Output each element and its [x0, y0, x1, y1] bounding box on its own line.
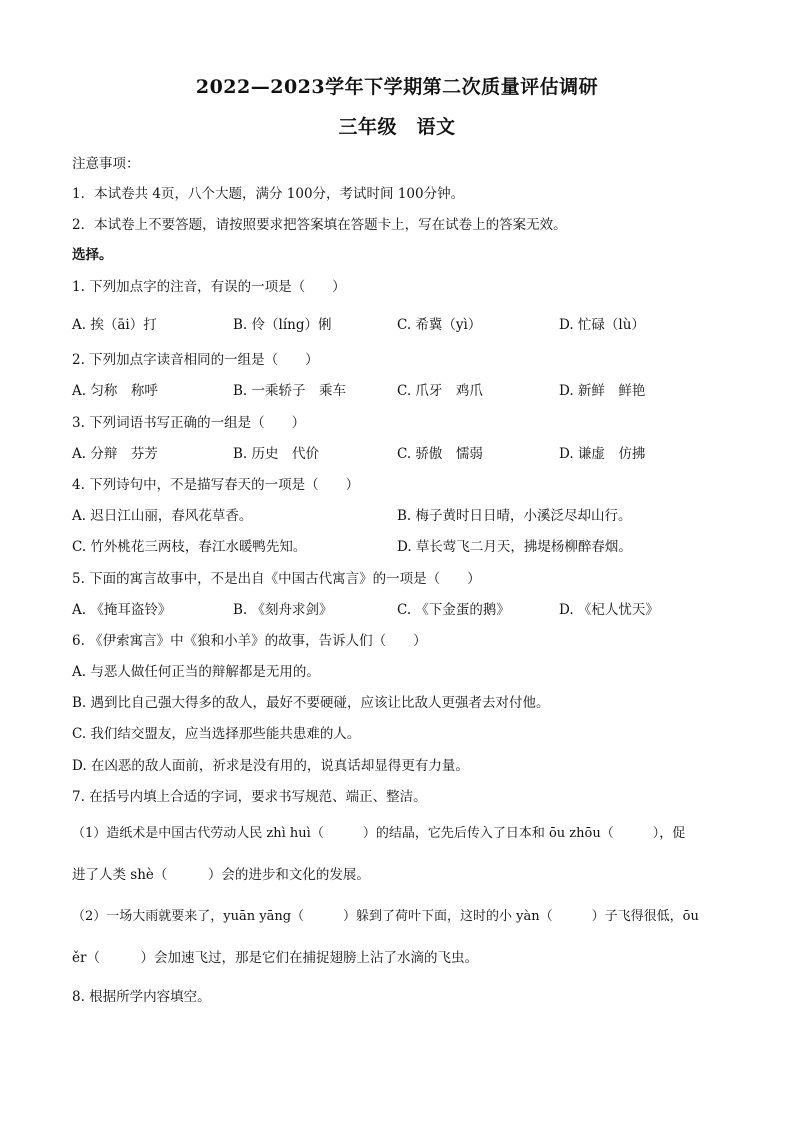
- question-option: D. 《杞人忧天》: [559, 602, 659, 618]
- question-option: A. 《掩耳盗铃》: [72, 602, 172, 618]
- question-option: A. 分辩 芬芳: [72, 446, 158, 462]
- question-stem: 7. 在括号内填上合适的字词，要求书写规范、端正、整洁。: [72, 789, 427, 805]
- fill-blank-line: 进了人类 shè（ ）会的进步和文化的发展。: [72, 867, 370, 883]
- question-stem: 4. 下列诗句中，不是描写春天的一项是（ ）: [72, 477, 360, 493]
- question-option: A. 迟日江山丽，春风花草香。: [72, 508, 253, 524]
- section-heading: 选择。: [72, 247, 113, 263]
- note-item: 1．本试卷共 4页，八个大题，满分 100分，考试时间 100分钟。: [72, 186, 465, 202]
- question-option: C. 《下金蛋的鹅》: [397, 602, 510, 618]
- question-option: D. 谦虚 仿拂: [559, 446, 646, 462]
- exam-subtitle: 三年级 语文: [338, 116, 456, 138]
- question-option: C. 骄傲 懦弱: [397, 446, 483, 462]
- question-option: B. 一乘轿子 乘车: [233, 383, 347, 399]
- question-option: B. 梅子黄时日日晴，小溪泛尽却山行。: [397, 508, 632, 524]
- fill-blank-line: （2）一场大雨就要来了，yuān yāng（ ）躲到了荷叶下面，这时的小 yàn（ ）子飞得很低，ōu: [72, 909, 699, 924]
- question-option: A. 与恶人做任何正当的辩解都是无用的。: [72, 664, 320, 680]
- question-option: C. 爪牙 鸡爪: [397, 383, 483, 399]
- question-stem: 1. 下列加点字的注音，有误的一项是（ ）: [72, 279, 346, 295]
- question-stem: 6. 《伊索寓言》中《狼和小羊》的故事，告诉人们（ ）: [72, 633, 427, 649]
- question-option: C. 希冀（yì）: [397, 317, 482, 333]
- note-item: 2．本试卷上不要答题，请按照要求把答案填在答题卡上，写在试卷上的答案无效。: [72, 217, 567, 233]
- question-stem: 2. 下列加点字读音相同的一组是（ ）: [72, 352, 319, 368]
- question-option: B. 《刻舟求剑》: [233, 602, 333, 618]
- question-option: C. 我们结交盟友，应当选择那些能共患难的人。: [72, 726, 361, 742]
- fill-blank-line: ěr（ ）会加速飞过，那是它们在捕捉翅膀上沾了水滴的飞虫。: [72, 950, 478, 966]
- question-option: A. 挨（āi）打: [72, 317, 157, 333]
- question-option: B. 历史 代价: [233, 446, 320, 462]
- fill-blank-line: （1）造纸术是中国古代劳动人民 zhì huì（ ）的结晶，它先后传入了日本和 ōu zhōu（ ），促: [72, 826, 686, 841]
- question-option: C. 竹外桃花三两枝，春江水暖鸭先知。: [72, 539, 307, 555]
- question-option: D. 在凶恶的敌人面前，祈求是没有用的，说真话却显得更有力量。: [72, 758, 469, 774]
- question-stem: 5. 下面的寓言故事中，不是出自《中国古代寓言》的一项是（ ）: [72, 571, 481, 587]
- notes-heading: 注意事项：: [72, 156, 140, 172]
- question-stem: 8. 根据所学内容填空。: [72, 989, 211, 1005]
- question-option: D. 草长莺飞二月天，拂堤杨柳醉春烟。: [397, 539, 632, 555]
- question-option: A. 匀称 称呼: [72, 383, 158, 399]
- exam-title: 2022—2023学年下学期第二次质量评估调研: [195, 76, 599, 98]
- question-option: B. 遇到比自己强大得多的敌人，最好不要硬碰，应该让比敌人更强者去对付他。: [72, 695, 550, 711]
- question-option: B. 伶（líng）俐: [233, 317, 332, 333]
- question-stem: 3. 下列词语书写正确的一组是（ ）: [72, 415, 306, 431]
- question-option: D. 忙碌（lù）: [559, 317, 645, 333]
- question-option: D. 新鲜 鲜艳: [559, 383, 646, 399]
